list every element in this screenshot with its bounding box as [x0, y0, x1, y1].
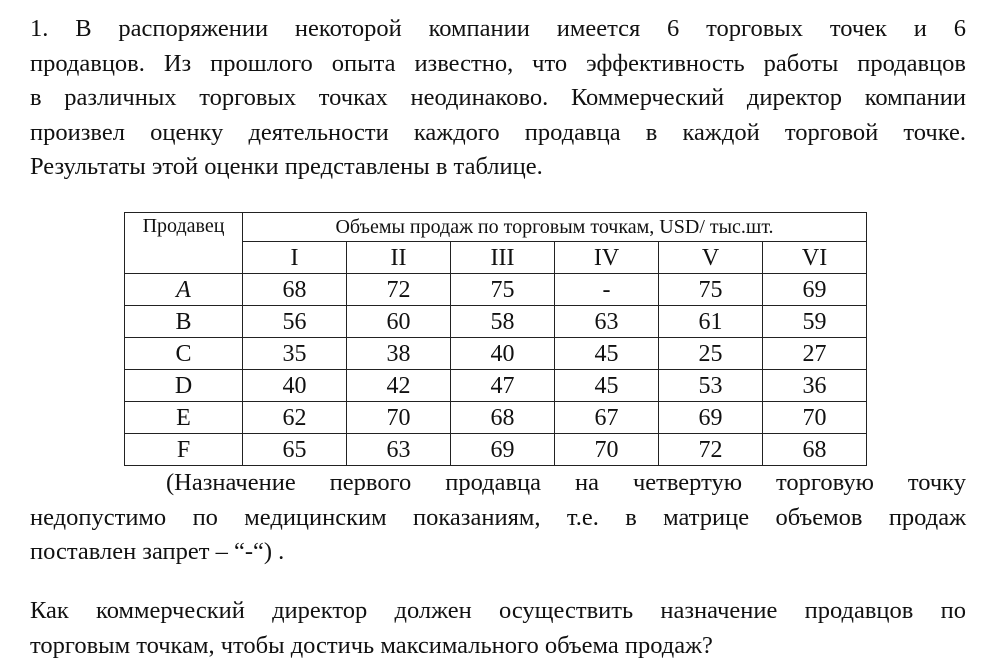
table-cell: 35	[243, 338, 347, 370]
column-header-II: II	[347, 242, 451, 274]
seller-label: B	[125, 306, 243, 338]
table-cell: 69	[659, 402, 763, 434]
sales-table	[124, 212, 867, 466]
table-cell: 63	[347, 434, 451, 466]
table-cell: 25	[659, 338, 763, 370]
question-line-2: торговым точкам, чтобы достичь максимального объема продаж?	[30, 629, 966, 663]
table-cell: 70	[763, 402, 867, 434]
column-header-V: V	[659, 242, 763, 274]
column-header-IV: IV	[555, 242, 659, 274]
table-cell: 45	[555, 370, 659, 402]
intro-line-1: 1. В распоряжении некоторой компании имеется 6 торговых точек и 6	[30, 12, 966, 47]
table-cell: 67	[555, 402, 659, 434]
seller-column-header: Продавец	[125, 213, 243, 274]
table-cell: 75	[659, 274, 763, 306]
question-line-1: Как коммерческий директор должен осуществить назначение продавцов по	[30, 594, 966, 629]
restriction-note	[30, 466, 966, 570]
table-cell: 63	[555, 306, 659, 338]
seller-label: E	[125, 402, 243, 434]
note-line-3: поставлен запрет – “-“) .	[30, 535, 966, 570]
seller-label: C	[125, 338, 243, 370]
note-line-2: недопустимо по медицинским показаниям, т.е. в матрице объемов продаж	[30, 501, 966, 536]
table-row	[125, 434, 867, 466]
table-cell: 42	[347, 370, 451, 402]
table-cell: 60	[347, 306, 451, 338]
table-cell: 69	[763, 274, 867, 306]
table-cell: 75	[451, 274, 555, 306]
table-cell: 69	[451, 434, 555, 466]
table-cell: 27	[763, 338, 867, 370]
table-cell: 62	[243, 402, 347, 434]
column-header-VI: VI	[763, 242, 867, 274]
table-cell: 45	[555, 338, 659, 370]
table-cell: 40	[451, 338, 555, 370]
intro-line-5: Результаты этой оценки представлены в таблице.	[30, 150, 966, 185]
seller-label: A	[125, 274, 243, 306]
table-header-row	[125, 213, 867, 242]
table-cell: 65	[243, 434, 347, 466]
table-cell: 72	[347, 274, 451, 306]
table-cell: 58	[451, 306, 555, 338]
intro-line-4: произвел оценку деятельности каждого продавца в каждой торговой точке.	[30, 116, 966, 151]
seller-label: D	[125, 370, 243, 402]
note-line-1: (Назначение первого продавца на четвертую торговую точку	[30, 466, 966, 501]
table-cell: 47	[451, 370, 555, 402]
table-cell: 70	[347, 402, 451, 434]
intro-paragraph	[30, 12, 966, 185]
table-cell: 36	[763, 370, 867, 402]
table-cell: 68	[243, 274, 347, 306]
table-cell: 53	[659, 370, 763, 402]
table-cell: 38	[347, 338, 451, 370]
table-row	[125, 370, 867, 402]
table-cell: 59	[763, 306, 867, 338]
sales-table-container	[124, 212, 866, 466]
table-cell: -	[555, 274, 659, 306]
intro-line-3: в различных торговых точках неодинаково. Коммерческий директор компании	[30, 81, 966, 116]
question-paragraph	[30, 594, 966, 663]
table-cell: 68	[763, 434, 867, 466]
table-row	[125, 306, 867, 338]
intro-line-2: продавцов. Из прошлого опыта известно, что эффективность работы продавцов	[30, 47, 966, 82]
table-cell: 72	[659, 434, 763, 466]
sales-group-header: Объемы продаж по торговым точкам, USD/ тыс.шт.	[243, 213, 867, 242]
column-header-I: I	[243, 242, 347, 274]
table-cell: 70	[555, 434, 659, 466]
table-row	[125, 402, 867, 434]
table-cell: 68	[451, 402, 555, 434]
column-header-III: III	[451, 242, 555, 274]
table-row	[125, 274, 867, 306]
seller-label: F	[125, 434, 243, 466]
table-cell: 56	[243, 306, 347, 338]
table-row	[125, 338, 867, 370]
table-cell: 61	[659, 306, 763, 338]
table-cell: 40	[243, 370, 347, 402]
